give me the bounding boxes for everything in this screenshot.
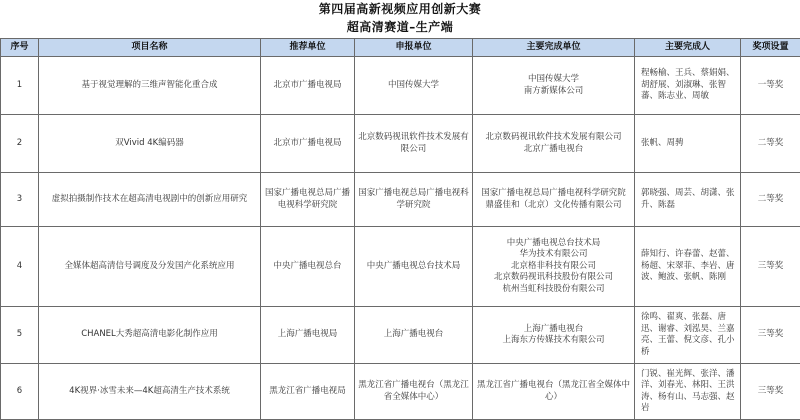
cell-award: 三等奖 [741, 227, 800, 307]
header-main-units: 主要完成单位 [473, 39, 635, 57]
header-no: 序号 [1, 39, 39, 57]
cell-award: 三等奖 [741, 307, 800, 364]
header-main-people: 主要完成人 [635, 39, 741, 57]
cell-no: 1 [1, 57, 39, 115]
cell-award: 三等奖 [741, 364, 800, 420]
cell-no: 2 [1, 115, 39, 173]
table-row [1, 173, 800, 227]
cell-main-units: 国家广播电视总局广播电视科学研究院 鼎盛佳和（北京）文化传播有限公司 [473, 173, 635, 227]
cell-main-units: 中国传媒大学 南方新媒体公司 [473, 57, 635, 115]
cell-main-people: 徐鸣、翟爽、张磊、唐迅、谢睿、刘泓昊、兰嘉亮、王蕾、倪文彦、孔小桥 [635, 307, 741, 364]
cell-no: 4 [1, 227, 39, 307]
table-row [1, 227, 800, 307]
cell-no: 5 [1, 307, 39, 364]
cell-applicant: 黑龙江省广播电视台（黑龙江省全媒体中心） [355, 364, 473, 420]
cell-applicant: 国家广播电视总局广播电视科学研究院 [355, 173, 473, 227]
cell-main-people: 郭晓强、周芸、胡潇、张升、陈磊 [635, 173, 741, 227]
page-title: 第四届高新视频应用创新大赛 [0, 1, 800, 18]
cell-main-units: 上海广播电视台 上海东方传媒技术有限公司 [473, 307, 635, 364]
cell-award: 一等奖 [741, 57, 800, 115]
header-project: 项目名称 [39, 39, 261, 57]
cell-main-people: 薛知行、许春蕾、赵蕾、杨超、宋翠菲、李岩、唐波、鲍波、张帆、陈刚 [635, 227, 741, 307]
cell-recommender: 国家广播电视总局广播电视科学研究院 [261, 173, 355, 227]
cell-no: 6 [1, 364, 39, 420]
cell-project: CHANEL大秀超高清电影化制作应用 [39, 307, 261, 364]
cell-applicant: 中央广播电视总台技术局 [355, 227, 473, 307]
cell-main-people: 门锐、崔光辉、张洋、潘洋、刘春光、林阳、王洪涛、杨有山、马志强、赵岩 [635, 364, 741, 420]
table-row [1, 364, 800, 420]
cell-main-units: 中央广播电视总台技术局 华为技术有限公司 北京格非科技有限公司 北京数码视讯科技股份有限公司 杭州当虹科技股份有限公司 [473, 227, 635, 307]
table-row [1, 57, 800, 115]
awards-table [0, 38, 800, 420]
table-row [1, 115, 800, 173]
cell-recommender: 北京市广播电视局 [261, 57, 355, 115]
cell-project: 全媒体超高清信号调度及分发国产化系统应用 [39, 227, 261, 307]
table-row [1, 307, 800, 364]
cell-recommender: 中央广播电视总台 [261, 227, 355, 307]
cell-project: 4K视界·冰雪未来—4K超高清生产技术系统 [39, 364, 261, 420]
cell-project: 虚拟拍摄制作技术在超高清电视剧中的创新应用研究 [39, 173, 261, 227]
cell-main-people: 张帆、周骋 [635, 115, 741, 173]
cell-applicant: 北京数码视讯软件技术发展有限公司 [355, 115, 473, 173]
cell-project: 基于视觉理解的三维声智能化重合成 [39, 57, 261, 115]
cell-main-units: 黑龙江省广播电视台（黑龙江省全媒体中心） [473, 364, 635, 420]
cell-applicant: 中国传媒大学 [355, 57, 473, 115]
cell-applicant: 上海广播电视台 [355, 307, 473, 364]
cell-main-units: 北京数码视讯软件技术发展有限公司 北京广播电视台 [473, 115, 635, 173]
cell-recommender: 北京市广播电视局 [261, 115, 355, 173]
cell-no: 3 [1, 173, 39, 227]
cell-main-people: 程畅榆、王兵、蔡娟娟、胡舒展、刘淑琳、张智蕃、陈志业、周敏 [635, 57, 741, 115]
cell-award: 二等奖 [741, 173, 800, 227]
table-header-row [1, 39, 800, 57]
cell-recommender: 黑龙江省广播电视局 [261, 364, 355, 420]
cell-recommender: 上海广播电视局 [261, 307, 355, 364]
page-subtitle: 超高清赛道–生产端 [0, 19, 800, 36]
cell-award: 二等奖 [741, 115, 800, 173]
header-award: 奖项设置 [741, 39, 800, 57]
header-applicant: 申报单位 [355, 39, 473, 57]
cell-project: 双Vivid 4K编码器 [39, 115, 261, 173]
header-recommender: 推荐单位 [261, 39, 355, 57]
